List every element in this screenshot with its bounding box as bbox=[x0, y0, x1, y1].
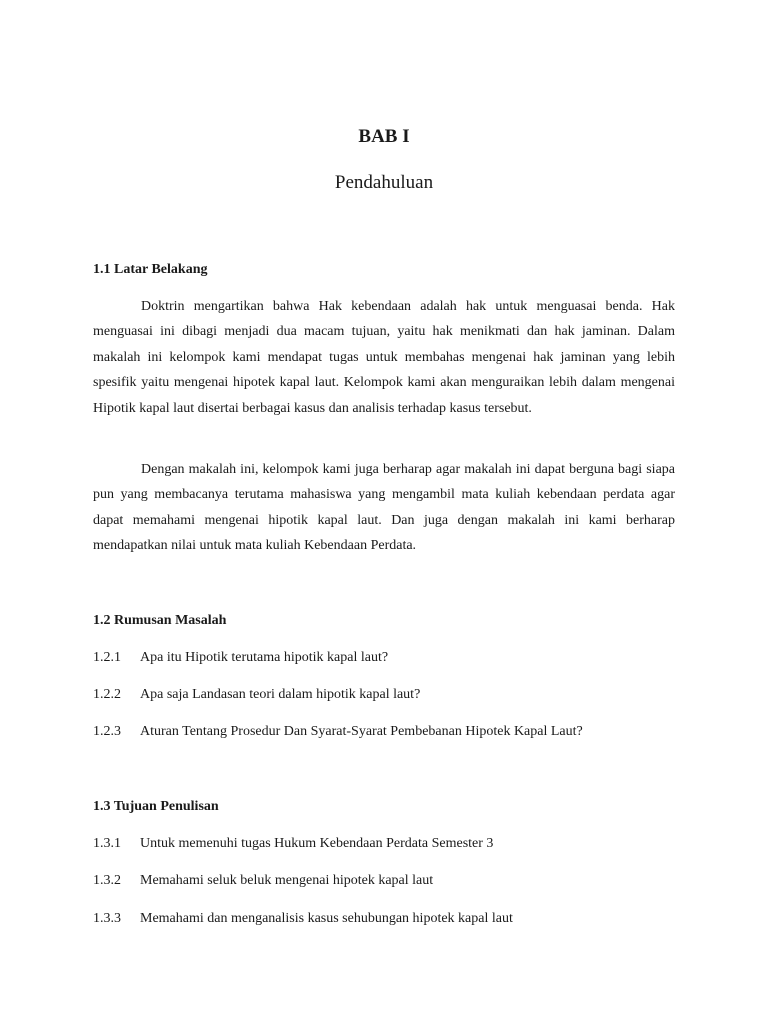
list-item-text: Apa itu Hipotik terutama hipotik kapal laut? bbox=[140, 650, 389, 665]
list-item-number: 1.2.3 bbox=[93, 724, 121, 739]
paragraph: Doktrin mengartikan bahwa Hak kebendaan adalah hak untuk menguasai benda. Hak menguasai ini dibagi menjadi dua macam tujuan, yaitu hak menikmati dan hak jaminan. Dalam makalah ini kelompok kami mendapat tugas untuk membahas mengenai hak jaminan yang lebih spesifik yaitu mengenai hipotek kapal laut. Kelompok kami akan menguraikan lebih dalam mengenai Hipotik kapal laut disertai berbagai kasus dan analisis terhadap kasus tersebut. bbox=[93, 299, 675, 416]
paragraph: Dengan makalah ini, kelompok kami juga berharap agar makalah ini dapat berguna bagi siapa pun yang membacanya terutama mahasiswa yang mengambil mata kuliah kebendaan perdata agar dapat memahami mengenai hipotik kapal laut. Dan juga dengan makalah ini kami berharap mendapatkan nilai untuk mata kuliah Kebendaan Perdata. bbox=[93, 462, 675, 554]
list-item bbox=[93, 873, 693, 889]
list-item bbox=[93, 836, 693, 852]
list-item bbox=[93, 724, 693, 740]
section-heading-rumusan-masalah: 1.2 Rumusan Masalah bbox=[93, 613, 227, 628]
list-item-text: Memahami dan menganalisis kasus sehubungan hipotek kapal laut bbox=[140, 911, 513, 926]
section-heading-tujuan-penulisan: 1.3 Tujuan Penulisan bbox=[93, 799, 219, 814]
list-item bbox=[93, 687, 693, 703]
chapter-title: BAB I bbox=[358, 126, 410, 147]
chapter-subtitle: Pendahuluan bbox=[334, 172, 434, 193]
list-item-number: 1.2.1 bbox=[93, 650, 121, 665]
list-item-number: 1.2.2 bbox=[93, 687, 121, 702]
list-item-number: 1.3.2 bbox=[93, 873, 121, 888]
list-item-text: Apa saja Landasan teori dalam hipotik kapal laut? bbox=[140, 687, 421, 702]
list-item-text: Untuk memenuhi tugas Hukum Kebendaan Perdata Semester 3 bbox=[140, 836, 494, 851]
list-item-number: 1.3.1 bbox=[93, 836, 121, 851]
list-item-text: Aturan Tentang Prosedur Dan Syarat-Syarat Pembebanan Hipotek Kapal Laut? bbox=[140, 724, 583, 739]
list-item bbox=[93, 911, 693, 927]
section-heading-latar-belakang: 1.1 Latar Belakang bbox=[93, 262, 208, 277]
list-item-number: 1.3.3 bbox=[93, 911, 121, 926]
list-item-text: Memahami seluk beluk mengenai hipotek kapal laut bbox=[140, 873, 434, 888]
list-item bbox=[93, 650, 693, 666]
